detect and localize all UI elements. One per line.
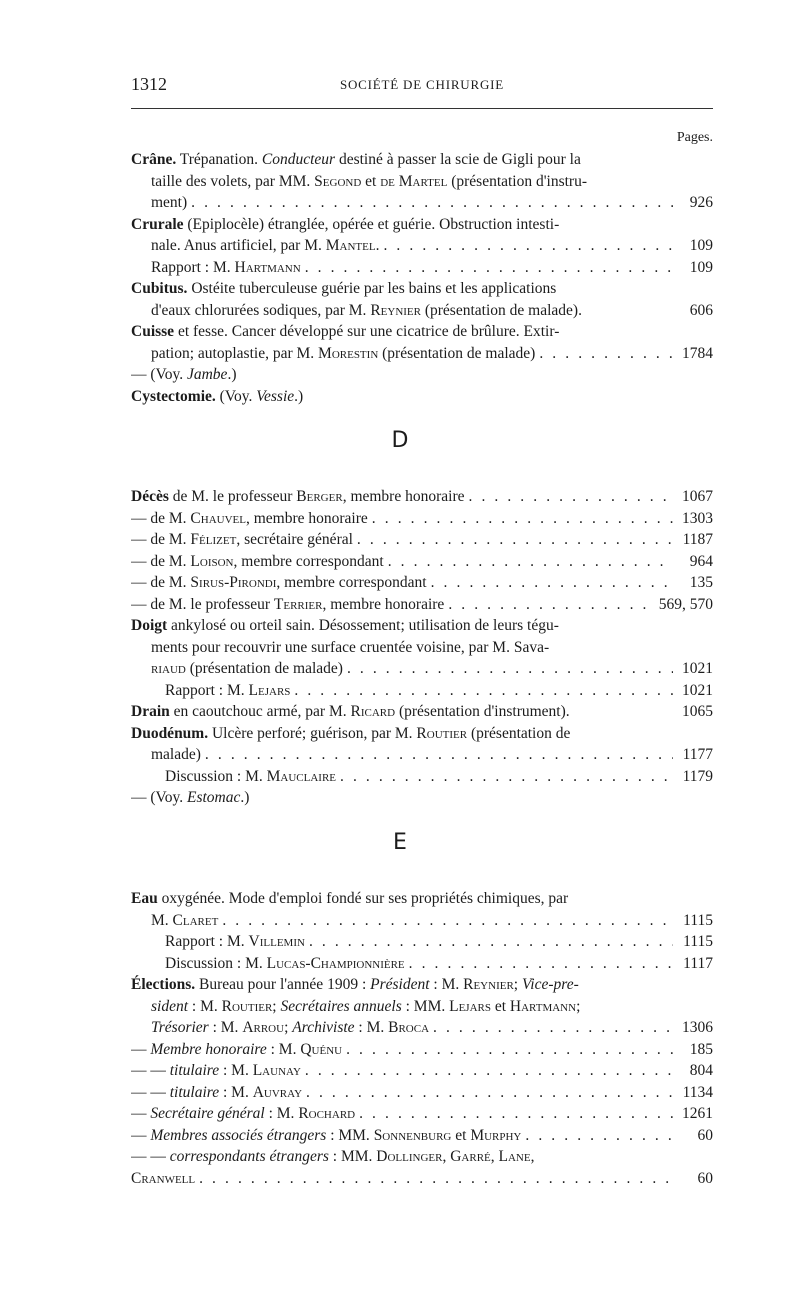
entry-duodenum: Duodénum. Ulcère perforé; guérison, par M. Routier (présentation de malade) . . . 1177 Discussion : M. Mauclaire . . . 1179 — (Voy. Estomac.)	[131, 723, 713, 809]
page-ref: 1021	[682, 681, 713, 699]
section-d	[131, 486, 713, 809]
page-ref: 1187	[682, 531, 713, 548]
pages-column-label: Pages.	[676, 130, 713, 145]
entry-cuisse: Cuisse et fesse. Cancer développé sur une cicatrice de brûlure. Extir- pation; autoplastie, par M. Morestin (présentation de malade) . . . 1784 — (Voy. Jambe.)	[131, 321, 713, 386]
page-ref: 109	[689, 258, 713, 276]
page-ref: 135	[689, 574, 713, 591]
entry-doigt: Doigt ankylosé ou orteil sain. Désossement; utilisation de leurs tégu- ments pour recouvrir une surface cruentée voisine, par M. Sava- riaud (présentation de malade) . . . 1021 Rapport : M. Lejars . . . 1021	[131, 615, 713, 701]
page-ref: 926	[689, 194, 713, 211]
page-ref: 1306	[682, 1019, 713, 1036]
running-title: SOCIÉTÉ DE CHIRURGIE	[339, 77, 505, 92]
page-ref: 1134	[682, 1083, 713, 1101]
page-ref: 1303	[682, 509, 713, 527]
page-ref: 185	[689, 1040, 713, 1058]
page-ref: 60	[697, 1169, 713, 1187]
entry-cystectomie: Cystectomie. (Voy. Vessie.)	[131, 387, 304, 405]
page-ref: 1784	[682, 344, 713, 362]
page-ref: 109	[689, 237, 713, 254]
entry-crane: Crâne. Trépanation. Conducteur destiné à passer la scie de Gigli pour la taille des volets, par MM. Segond et de Martel (présentation d'instru- ment) . . . 926	[131, 149, 713, 214]
page-ref: 1177	[682, 746, 713, 763]
page-ref: 1065	[682, 703, 713, 720]
page-ref: 1115	[683, 933, 713, 950]
page-ref: 964	[689, 552, 713, 570]
section-c	[131, 149, 713, 407]
page-ref: 1067	[682, 488, 713, 505]
page-ref: 804	[689, 1062, 713, 1079]
letter-heading-d: D	[391, 428, 409, 453]
entry-deces: Décès de M. le professeur Berger, membre honoraire . . . 1067 — de M. Chauvel, membre honoraire . . . 1303 — de M. Félizet, secrétaire général . . . 1187 — de M. Loison, membre correspondant . . . 964 — de M. Sirus-Pirondi, membre correspondant . . . 135 — de M. le professeur Terrier, membre honoraire . . . 569, 570	[131, 486, 713, 615]
section-e	[131, 888, 713, 1189]
letter-heading-e: E	[393, 830, 407, 855]
entry-eau: Eau oxygénée. Mode d'emploi fondé sur ses propriétés chimiques, par M. Claret . . . 1115 Rapport : M. Villemin . . . 1115 Discussion : M. Lucas-Championnière . . . 1117	[131, 888, 713, 974]
page-ref: 1021	[682, 660, 713, 677]
entry-cubitus: Cubitus. Ostéite tuberculeuse guérie par les bains et les applications d'eaux chlorurées sodiques, par M. Reynier (présentation de malade). 606	[131, 278, 713, 321]
header-rule	[131, 108, 713, 109]
entry-elections: Élections. Bureau pour l'année 1909 : Président : M. Reynier; Vice-pre- sident : M. Routier; Secrétaires annuels : MM. Lejars et Hartmann; Trésorier : M. Arrou; Archiviste : M. Broca . . . 1306 — Membre honoraire : M. Quénu . . . 185 — — titulaire : M. Launay . . . 804 — — titulaire : M. Auvray . . . 1134 — Secrétaire général : M. Rochard . . . 1261 — Membres associés étrangers : MM. Sonnenburg et Murphy . . . 60 — — correspondants étrangers : MM. Dollinger, Garré, Lane, Cranwell . . . 60	[131, 974, 713, 1189]
page-ref: 569, 570	[658, 595, 713, 613]
page-ref: 606	[689, 301, 713, 319]
page-ref: 1179	[682, 767, 713, 785]
entry-crurale: Crurale (Epiplocèle) étranglée, opérée et guérie. Obstruction intesti- nale. Anus artificiel, par M. Mantel. . . . 109 Rapport : M. Hartmann . . . 109	[131, 214, 713, 279]
page-ref: 60	[697, 1126, 713, 1144]
page-ref: 1261	[682, 1105, 713, 1122]
entry-drain: Drain en caoutchouc armé, par M. Ricard (présentation d'instrument). 1065	[131, 701, 713, 723]
page-ref: 1115	[683, 911, 713, 929]
page-header	[131, 74, 713, 96]
page-ref: 1117	[683, 954, 713, 972]
page-number: 1312	[131, 74, 167, 94]
